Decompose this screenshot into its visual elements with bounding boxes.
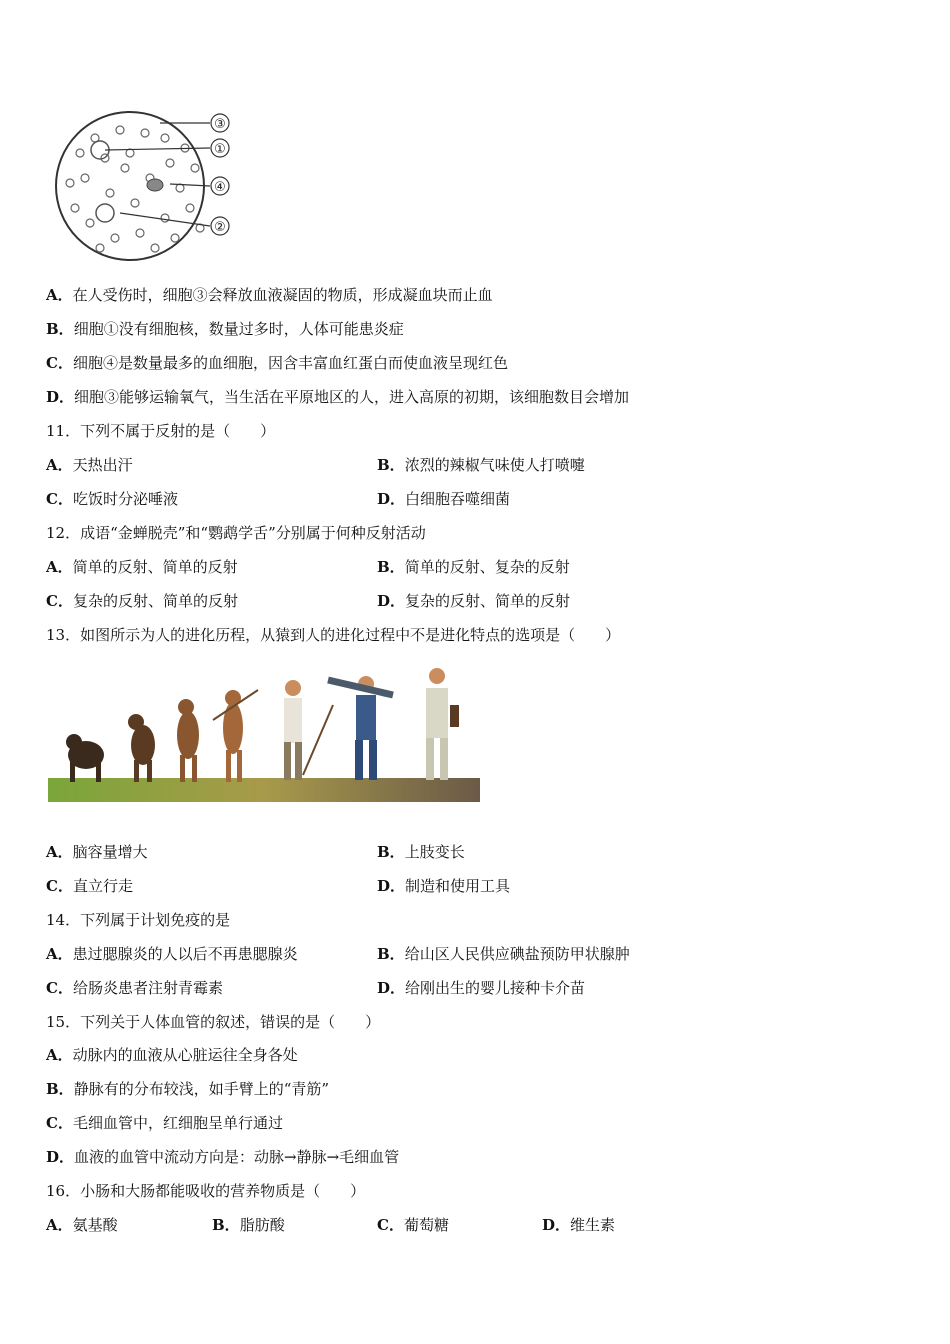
- q11-stem: 11．下列不属于反射的是（ ）: [46, 422, 276, 440]
- q14-stem: 14．下列属于计划免疫的是: [46, 911, 231, 929]
- q14-option-d: D．给刚出生的婴儿接种卡介苗: [377, 979, 586, 997]
- q11-option-b: B．浓烈的辣椒气味使人打喷嚏: [377, 456, 585, 474]
- q16-option-a: A．氨基酸: [46, 1216, 118, 1234]
- evolution-figure: [48, 660, 480, 805]
- label-1: ①: [214, 142, 226, 157]
- q12-option-a: A．简单的反射、简单的反射: [46, 558, 238, 576]
- q10-option-b: B．细胞①没有细胞核，数量过多时，人体可能患炎症: [46, 320, 404, 338]
- q11-option-c: C．吃饭时分泌唾液: [46, 490, 178, 508]
- q13-option-a: A．脑容量增大: [46, 843, 148, 861]
- q11-option-d: D．白细胞吞噬细菌: [377, 490, 511, 508]
- label-4: ④: [214, 180, 226, 195]
- q15-option-c: C．毛细血管中，红细胞呈单行通过: [46, 1114, 283, 1132]
- q11-option-a: A．天热出汗: [46, 456, 133, 474]
- q16-option-c: C．葡萄糖: [377, 1216, 449, 1234]
- q14-option-c: C．给肠炎患者注射青霉素: [46, 979, 223, 997]
- q16-option-d: D．维生素: [542, 1216, 616, 1234]
- q12-option-d: D．复杂的反射、简单的反射: [377, 592, 571, 610]
- q14-option-b: B．给山区人民供应碘盐预防甲状腺肿: [377, 945, 630, 963]
- q15-stem: 15．下列关于人体血管的叙述，错误的是（ ）: [46, 1013, 381, 1031]
- q15-option-a: A．动脉内的血液从心脏运往全身各处: [46, 1046, 298, 1064]
- q14-option-a: A．患过腮腺炎的人以后不再患腮腺炎: [46, 945, 298, 963]
- q16-option-b: B．脂肪酸: [212, 1216, 285, 1234]
- q13-option-b: B．上肢变长: [377, 843, 465, 861]
- q15-option-d: D．血液的血管中流动方向是：动脉→静脉→毛细血管: [46, 1148, 400, 1166]
- q16-stem: 16．小肠和大肠都能吸收的营养物质是（ ）: [46, 1182, 366, 1200]
- q13-stem: 13．如图所示为人的进化历程，从猿到人的进化过程中不是进化特点的选项是（ ）: [46, 626, 621, 644]
- q10-option-d: D．细胞③能够运输氧气，当生活在平原地区的人，进入高原的初期，该细胞数目会增加: [46, 388, 630, 406]
- q12-stem: 12．成语“金蝉脱壳”和“鹦鹉学舌”分别属于何种反射活动: [46, 524, 426, 542]
- label-2: ②: [214, 220, 226, 235]
- blood-cell-figure: [50, 108, 240, 268]
- q12-option-b: B．简单的反射、复杂的反射: [377, 558, 570, 576]
- label-3: ③: [214, 117, 226, 132]
- q10-option-c: C．细胞④是数量最多的血细胞，因含丰富血红蛋白而使血液呈现红色: [46, 354, 508, 372]
- q13-option-c: C．直立行走: [46, 877, 133, 895]
- q12-option-c: C．复杂的反射、简单的反射: [46, 592, 238, 610]
- q13-option-d: D．制造和使用工具: [377, 877, 511, 895]
- q15-option-b: B．静脉有的分布较浅，如手臂上的“青筋”: [46, 1080, 330, 1098]
- q10-option-a: A．在人受伤时，细胞③会释放血液凝固的物质，形成凝血块而止血: [46, 286, 493, 304]
